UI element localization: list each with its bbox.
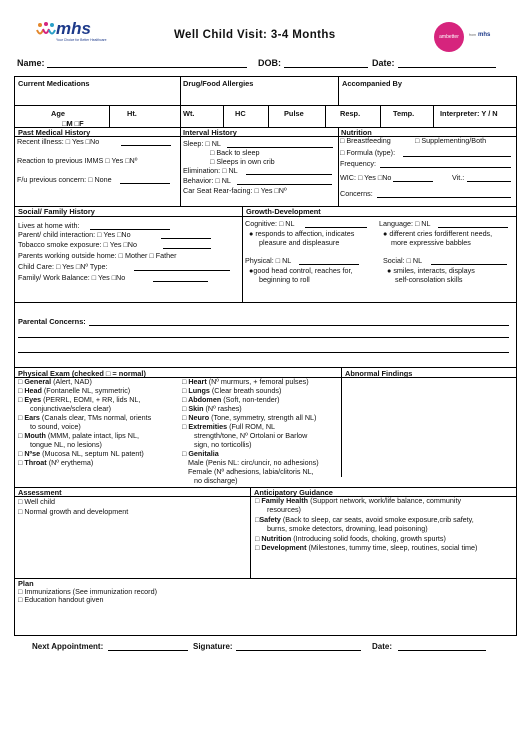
exam-left-item-label: □ Mouth <box>18 431 46 440</box>
anticipatory-guidance-title: Anticipatory Guidance <box>254 488 333 497</box>
fu-previous-concern[interactable]: F/u previous concern: □ None <box>17 175 112 184</box>
nutrition-concerns: Concerns: <box>340 189 373 198</box>
exam-left-item-desc: (Alert, NAD) <box>51 377 92 386</box>
exam-left-item-desc: (PERRL, EOMI, + RR, lids NL, <box>41 395 141 404</box>
next-appointment-field[interactable] <box>108 650 188 651</box>
guidance-item[interactable] <box>255 544 477 553</box>
exam-left-item-desc: (Nº erythema) <box>46 458 94 467</box>
exam-right-item-desc: (Tone, symmetry, strength all NL) <box>209 413 317 422</box>
exam-left-item-desc: conjunctivae/sclera clear) <box>18 404 112 413</box>
exam-right-item-desc: (Clear breath sounds) <box>209 386 282 395</box>
sleeps-own-crib[interactable]: □ Sleeps in own crib <box>210 157 275 166</box>
guidance-item-desc: burns, smoke detectors, drowning, lead poisoning) <box>255 524 428 534</box>
family-work-balance[interactable]: Family/ Work Balance: □ Yes □No <box>18 273 126 282</box>
next-appointment-label: Next Appointment: <box>32 642 104 651</box>
exam-left-column <box>18 378 151 468</box>
signature-field[interactable] <box>236 650 361 651</box>
exam-right-column <box>182 378 319 486</box>
language-desc-2: more expressive babbles <box>391 238 471 247</box>
temp-label: Temp. <box>393 109 415 118</box>
mhs-logo <box>36 19 107 42</box>
cognitive-desc-1: ● responds to affection, indicates <box>249 229 355 238</box>
cognitive-desc-2: pleasure and displeasure <box>259 238 340 247</box>
exam-left-item-label: □ Ears <box>18 413 40 422</box>
sleep-nl[interactable]: Sleep: □ NL <box>183 139 221 148</box>
guidance-item-desc: resources) <box>255 505 301 515</box>
exam-right-item-desc: no discharge) <box>182 476 238 485</box>
accompanied-by-label: Accompanied By <box>342 79 402 88</box>
exam-left-item-desc: (Mucosa NL, septum NL patent) <box>40 449 144 458</box>
reaction-imms[interactable]: Reaction to previous IMMS □ Yes □Nº <box>17 156 138 165</box>
guidance-item-label: □ Nutrition <box>255 533 292 543</box>
lives-home-with: Lives at home with: <box>18 221 80 230</box>
exam-left-item-desc: (Canals clear, TMs normal, orients <box>39 413 152 422</box>
guidance-item-label: □Safety <box>255 514 281 524</box>
plan-title: Plan <box>18 579 34 588</box>
wic[interactable]: WIC: □ Yes □No <box>340 173 392 182</box>
exam-right-item-desc: (Nº rashes) <box>203 404 242 413</box>
footer-date-field[interactable] <box>398 650 486 651</box>
exam-right-item-desc: strength/tone, Nº Ortolani or Barlow <box>182 431 308 440</box>
social-desc-2: self-consolation skills <box>395 275 463 284</box>
exam-left-item-desc: to sound, voice) <box>18 422 81 431</box>
exam-left-item-label: □ Throat <box>18 458 47 467</box>
abnormal-findings-title: Abnormal Findings <box>345 369 413 378</box>
ht-label: Ht. <box>127 109 137 118</box>
resp-label: Resp. <box>340 109 361 118</box>
exam-left-item-label: □ Head <box>18 386 42 395</box>
language-desc-1: ● different cries fordifferent needs, <box>383 229 493 238</box>
exam-right-item-label: □ Lungs <box>182 386 210 395</box>
wt-label: Wt. <box>183 109 195 118</box>
current-medications-label: Current Medications <box>18 79 90 88</box>
mhs-logo-text: mhs <box>56 19 91 38</box>
breastfeeding[interactable]: □ Breastfeeding <box>340 136 391 145</box>
social-nl[interactable]: Social: □ NL <box>383 256 423 265</box>
behavior-nl[interactable]: Behavior: □ NL <box>183 176 231 185</box>
tobacco-exposure[interactable]: Tobacco smoke exposure: □ Yes □No <box>18 240 137 249</box>
exam-right-item-label: □ Skin <box>182 404 204 413</box>
exam-left-item-desc: (Fontanelle NL, symmetric) <box>41 386 131 395</box>
exam-right-item-label: □ Extremities <box>182 422 228 431</box>
exam-right-item-label: □ Genitalia <box>182 449 219 458</box>
well-child-checkbox[interactable]: □ Well child <box>18 497 55 506</box>
past-medical-history-title: Past Medical History <box>18 128 91 137</box>
dob-field[interactable] <box>284 67 368 68</box>
parent-child-interaction[interactable]: Parent/ child interaction: □ Yes □No <box>18 230 131 239</box>
education-handout-checkbox[interactable]: □ Education handout given <box>18 595 104 604</box>
date-field[interactable] <box>398 67 496 68</box>
name-field[interactable] <box>47 67 247 68</box>
hc-label: HC <box>235 109 246 118</box>
recent-illness[interactable]: Recent illness: □ Yes □No <box>17 137 100 146</box>
nutrition-title: Nutrition <box>341 128 372 137</box>
car-seat[interactable]: Car Seat Rear-facing: □ Yes □Nº <box>183 186 287 195</box>
child-care[interactable]: Child Care: □ Yes □Nº Type: <box>18 262 108 271</box>
ambetter-logo: ambetter <box>434 22 464 52</box>
physical-desc-2: beginning to roll <box>259 275 310 284</box>
signature-label: Signature: <box>193 642 233 651</box>
guidance-list <box>255 497 477 553</box>
exam-right-item-desc: Female (Nº adhesions, labia/clitoris NL, <box>182 467 314 476</box>
guidance-item-desc: (Back to sleep, car seats, avoid smoke exposure,crib safety, <box>280 514 474 524</box>
physical-desc-1: ●good head control, reaches for, <box>249 266 353 275</box>
exam-left-item-label: □ General <box>18 377 52 386</box>
language-nl[interactable]: Language: □ NL <box>379 219 431 228</box>
normal-growth-checkbox[interactable]: □ Normal growth and development <box>18 507 129 516</box>
frequency: Frequency: <box>340 159 376 168</box>
exam-right-item-label: □ Neuro <box>182 413 210 422</box>
exam-left-item-label: □ Eyes <box>18 395 42 404</box>
exam-right-item-desc: (Nº murmurs, + femoral pulses) <box>206 377 309 386</box>
supplementing[interactable]: □ Supplementing/Both <box>415 136 487 145</box>
physical-nl[interactable]: Physical: □ NL <box>245 256 292 265</box>
parental-concerns-label: Parental Concerns: <box>18 317 86 326</box>
sex-checkboxes[interactable]: □M □F <box>62 119 84 128</box>
exam-right-item <box>182 477 319 486</box>
guidance-item-desc: (Introducing solid foods, choking, growth spurts) <box>291 533 446 543</box>
drug-allergies-label: Drug/Food Allergies <box>183 79 254 88</box>
name-label: Name: <box>17 58 45 68</box>
parental-concerns-line-2[interactable] <box>18 337 509 338</box>
exam-left-item-desc: tongue NL, no lesions) <box>18 440 102 449</box>
parents-working[interactable]: Parents working outside home: □ Mother □ Father <box>18 251 177 260</box>
immunizations-checkbox[interactable]: □ Immunizations (See immunization record) <box>18 587 157 596</box>
back-to-sleep[interactable]: □ Back to sleep <box>210 148 260 157</box>
guidance-item-desc: (Support network, work/life balance, community <box>308 496 462 505</box>
partner-small-text: from <box>469 33 476 37</box>
dob-label: DOB: <box>258 58 281 68</box>
pulse-label: Pulse <box>284 109 304 118</box>
partner-brand: mhs <box>478 32 491 38</box>
social-family-history-title: Social/ Family History <box>18 207 95 216</box>
exam-right-item-desc: (Soft, non-tender) <box>221 395 280 404</box>
exam-left-item-label: □ Nºse <box>18 449 41 458</box>
guidance-item-label: □ Development <box>255 542 307 552</box>
date-label: Date: <box>372 58 395 68</box>
exam-left-item-desc: (MMM, palate intact, lips NL, <box>45 431 139 440</box>
mhs-tagline: Your Choice for Better Healthcare <box>56 38 107 42</box>
exam-right-item-label: □ Heart <box>182 377 207 386</box>
physical-exam-title: Physical Exam (checked □ = normal) <box>18 369 146 378</box>
social-desc-1: ● smiles, interacts, displays <box>387 266 475 275</box>
age-label: Age <box>51 109 65 118</box>
exam-left-item[interactable] <box>18 459 151 468</box>
formula-type[interactable]: □ Formula (type): <box>340 148 396 157</box>
footer-date-label: Date: <box>372 642 393 651</box>
parental-concerns-line-1[interactable] <box>89 325 509 326</box>
page-title: Well Child Visit: 3-4 Months <box>174 29 336 41</box>
exam-right-item-desc: Male (Penis NL: circ/uncir, no adhesions) <box>182 458 319 467</box>
assessment-title: Assessment <box>18 488 62 497</box>
exam-right-item-label: □ Abdomen <box>182 395 222 404</box>
interpreter-label: Interpreter: Y / N <box>440 109 498 118</box>
growth-development-title: Growth-Development <box>246 207 321 216</box>
vit: Vit.: <box>452 173 465 182</box>
guidance-item-label: □ Family Health <box>255 496 309 505</box>
exam-right-item-desc: sign, no torticollis) <box>182 440 252 449</box>
well-child-form <box>14 76 517 636</box>
exam-right-item-desc: (Full ROM, NL <box>227 422 276 431</box>
parental-concerns-line-3[interactable] <box>18 352 509 353</box>
guidance-item-desc: (Milestones, tummy time, sleep, routines, social time) <box>306 542 478 552</box>
cognitive-nl[interactable]: Cognitive: □ NL <box>245 219 295 228</box>
elimination-nl[interactable]: Elimination: □ NL <box>183 166 238 175</box>
interval-history-title: Interval History <box>183 128 237 137</box>
